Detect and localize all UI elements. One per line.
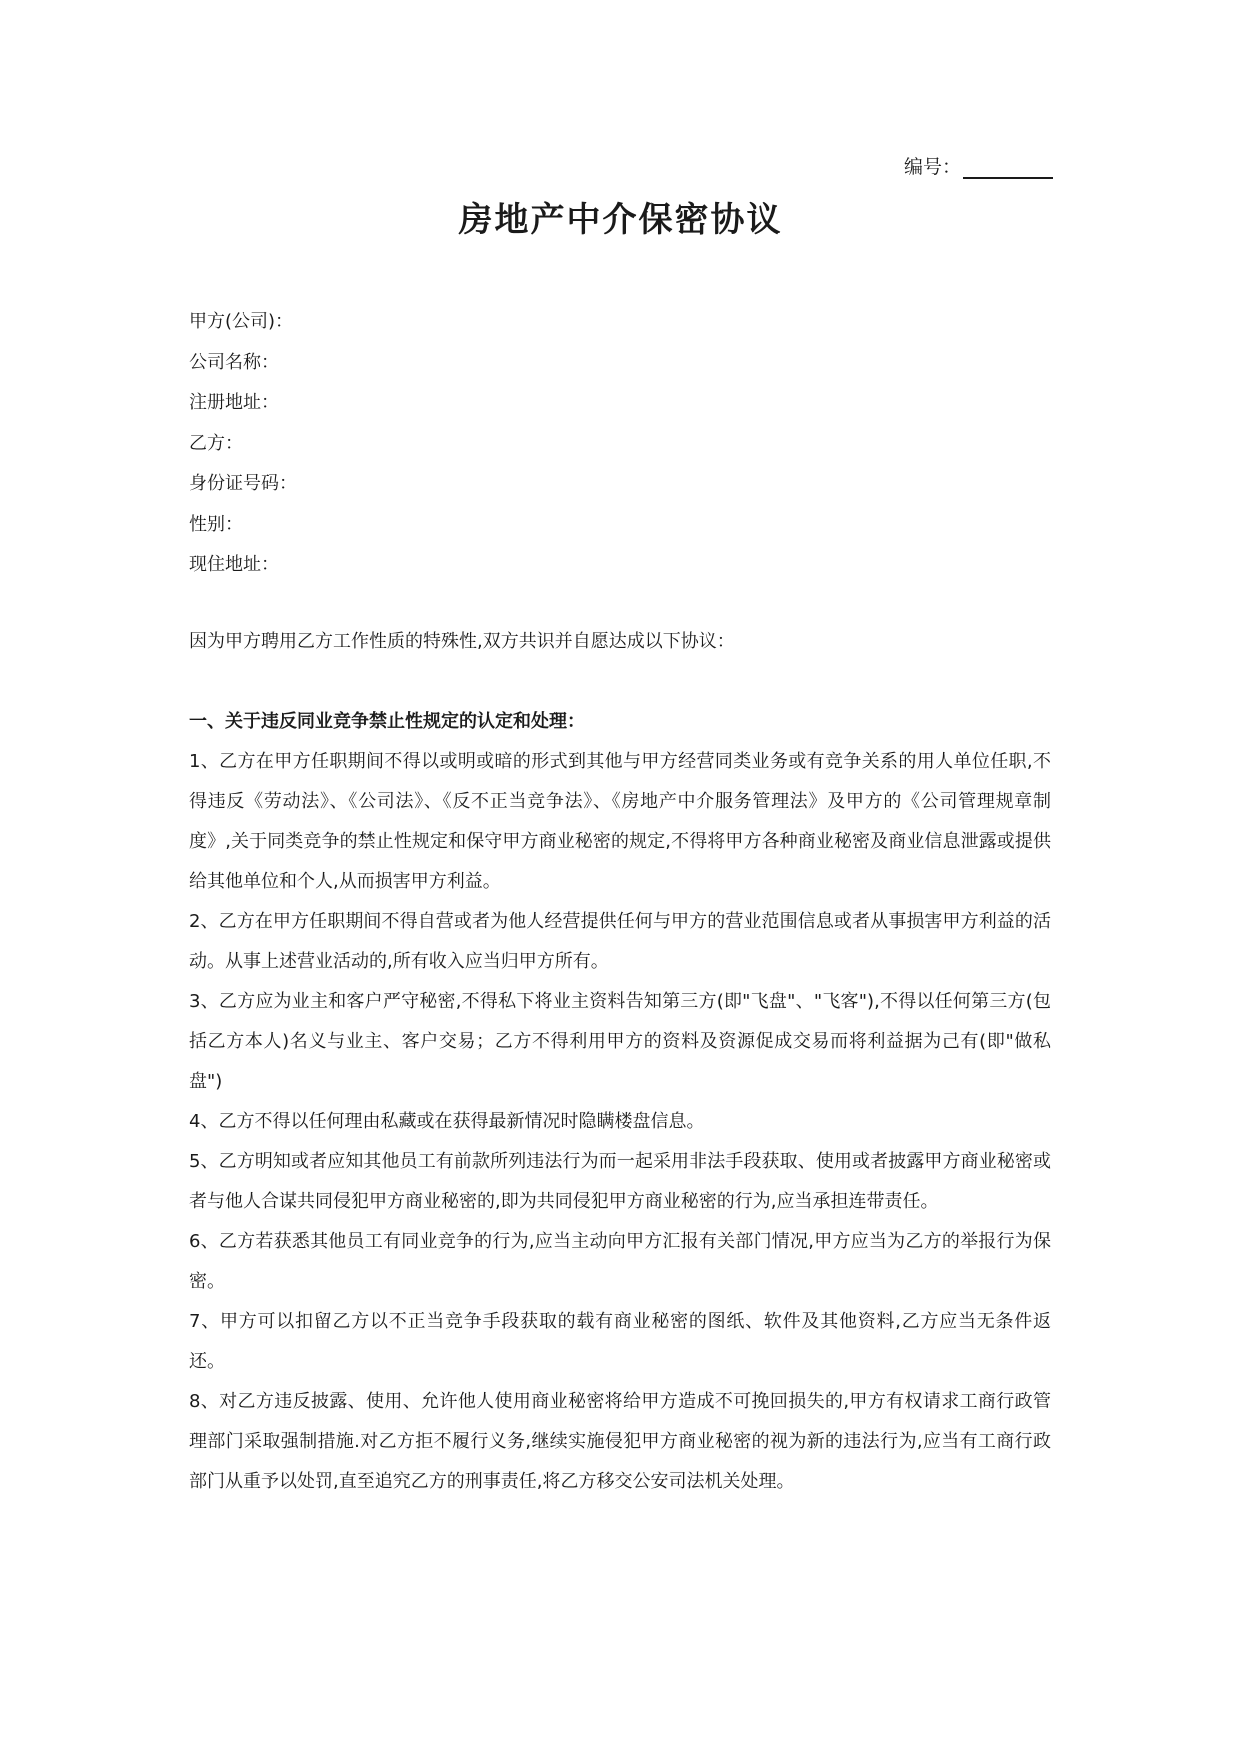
- party-field-current-address: 现住地址：: [189, 554, 279, 575]
- clause-3: 3、乙方应为业主和客户严守秘密,不得私下将业主资料告知第三方(即"飞盘"、"飞客"),不得以任何第三方(包括乙方本人)名义与业主、客户交易；乙方不得利用甲方的资料及资源促成交易而将利益据为己有(即"做私盘"): [189, 991, 1051, 1092]
- intro-paragraph: 因为甲方聘用乙方工作性质的特殊性,双方共识并自愿达成以下协议：: [189, 631, 735, 652]
- document-number-label: 编号：: [903, 156, 961, 178]
- party-field-id-number: 身份证号码：: [189, 473, 297, 494]
- clause-4: 4、乙方不得以任何理由私藏或在获得最新情况时隐瞒楼盘信息。: [189, 1111, 705, 1132]
- section-1: [189, 702, 1051, 1502]
- clause-5: 5、乙方明知或者应知其他员工有前款所列违法行为而一起采用非法手段获取、使用或者披露甲方商业秘密或者与他人合谋共同侵犯甲方商业秘密的,即为共同侵犯甲方商业秘密的行为,应当承担连带责任。: [189, 1151, 1051, 1212]
- clause-1: 1、乙方在甲方任职期间不得以或明或暗的形式到其他与甲方经营同类业务或有竞争关系的用人单位任职,不得违反《劳动法》、《公司法》、《反不正当竞争法》、《房地产中介服务管理法》及甲方的《公司管理规章制度》,关于同类竞争的禁止性规定和保守甲方商业秘密的规定,不得将甲方各种商业秘密及商业信息泄露或提供给其他单位和个人,从而损害甲方利益。: [189, 751, 1051, 892]
- party-field-registered-address: 注册地址：: [189, 392, 279, 413]
- parties-list: [189, 302, 297, 586]
- clause-8: 8、对乙方违反披露、使用、允许他人使用商业秘密将给甲方造成不可挽回损失的,甲方有权请求工商行政管理部门采取强制措施.对乙方拒不履行义务,继续实施侵犯甲方商业秘密的视为新的违法行为,应当有工商行政部门从重予以处罚,直至追究乙方的刑事责任,将乙方移交公安司法机关处理。: [189, 1391, 1051, 1492]
- document-title: 房地产中介保密协议: [458, 200, 783, 240]
- document-number-blank: [963, 157, 1053, 179]
- document-number: [904, 152, 1053, 179]
- party-field-party-b: 乙方：: [189, 432, 243, 454]
- party-field-company-name: 公司名称：: [189, 351, 279, 373]
- clause-2: 2、乙方在甲方任职期间不得自营或者为他人经营提供任何与甲方的营业范围信息或者从事损害甲方利益的活动。从事上述营业活动的,所有收入应当归甲方所有。: [189, 911, 1051, 972]
- section-1-heading: 一、关于违反同业竞争禁止性规定的认定和处理：: [189, 711, 585, 732]
- party-field-company: 甲方(公司)：: [189, 311, 294, 332]
- clause-6: 6、乙方若获悉其他员工有同业竞争的行为,应当主动向甲方汇报有关部门情况,甲方应当为乙方的举报行为保密。: [189, 1231, 1051, 1292]
- clause-7: 7、甲方可以扣留乙方以不正当竞争手段获取的载有商业秘密的图纸、软件及其他资料,乙方应当无条件返还。: [189, 1311, 1051, 1372]
- party-field-gender: 性别：: [189, 513, 243, 535]
